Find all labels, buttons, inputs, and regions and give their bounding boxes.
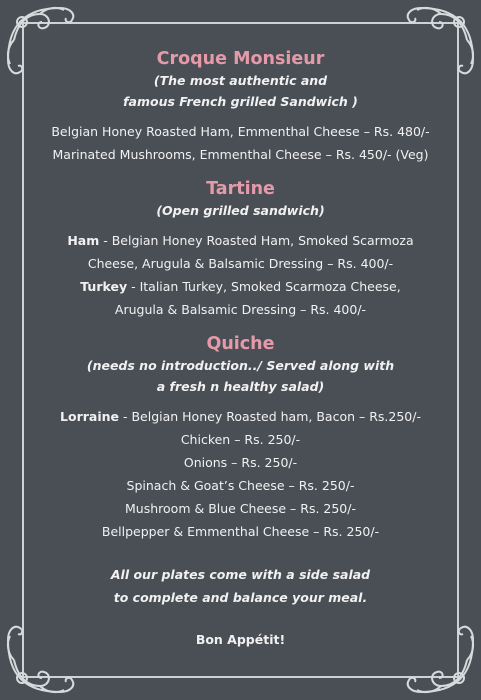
menu-item-desc: Onions – Rs. 250/- xyxy=(183,455,298,470)
menu-item xyxy=(40,298,441,321)
menu-item xyxy=(40,120,441,143)
menu-item xyxy=(40,275,441,298)
section-subtitle: (Open grilled sandwich) xyxy=(156,203,325,218)
section-title: Croque Monsieur xyxy=(156,49,325,69)
menu-item xyxy=(40,520,441,543)
menu-item-desc: - Italian Turkey, Smoked Scarmoza Cheese, xyxy=(127,279,401,294)
menu-item xyxy=(40,229,441,252)
menu-item-desc: Belgian Honey Roasted Ham, Emmenthal Cheese – Rs. 480/- xyxy=(51,124,430,139)
menu-item xyxy=(40,143,441,166)
signoff: Bon Appétit! xyxy=(195,632,286,647)
menu-item-desc: Chicken – Rs. 250/- xyxy=(180,432,301,447)
menu-item xyxy=(40,428,441,451)
menu-item-desc: Mushroom & Blue Cheese – Rs. 250/- xyxy=(125,501,356,516)
section-croque-monsieur xyxy=(40,48,441,166)
menu-item-desc: - Belgian Honey Roasted ham, Bacon – Rs.250/- xyxy=(119,409,421,424)
menu-item xyxy=(40,451,441,474)
closing-note: All our plates come with a side salad xyxy=(110,567,371,582)
menu-item xyxy=(40,497,441,520)
menu-item-desc: Arugula & Balsamic Dressing – Rs. 400/- xyxy=(114,302,367,317)
section-quiche xyxy=(40,333,441,543)
menu-item xyxy=(40,474,441,497)
section-title: Tartine xyxy=(206,179,275,199)
section-title: Quiche xyxy=(206,334,275,354)
section-subtitle: (needs no introduction../ Served along with xyxy=(86,358,395,373)
closing-note: to complete and balance your meal. xyxy=(113,590,368,605)
section-tartine xyxy=(40,178,441,321)
menu-content xyxy=(40,48,441,651)
menu-item xyxy=(40,252,441,275)
menu-item-desc: - Belgian Honey Roasted Ham, Smoked Scarmoza xyxy=(99,233,414,248)
menu-item-name: Ham xyxy=(67,233,100,248)
menu-item-desc: Bellpepper & Emmenthal Cheese – Rs. 250/- xyxy=(101,524,380,539)
menu-item-desc: Cheese, Arugula & Balsamic Dressing – Rs. 400/- xyxy=(87,256,394,271)
menu-item-desc: Marinated Mushrooms, Emmenthal Cheese – Rs. 450/- (Veg) xyxy=(52,147,429,162)
menu-item-desc: Spinach & Goat’s Cheese – Rs. 250/- xyxy=(126,478,355,493)
section-subtitle: a fresh n healthy salad) xyxy=(156,379,325,394)
menu-item xyxy=(40,405,441,428)
menu-item-name: Lorraine xyxy=(60,409,119,424)
section-subtitle: (The most authentic and xyxy=(153,73,328,88)
menu-item-name: Turkey xyxy=(80,279,128,294)
section-subtitle: famous French grilled Sandwich ) xyxy=(123,94,358,109)
